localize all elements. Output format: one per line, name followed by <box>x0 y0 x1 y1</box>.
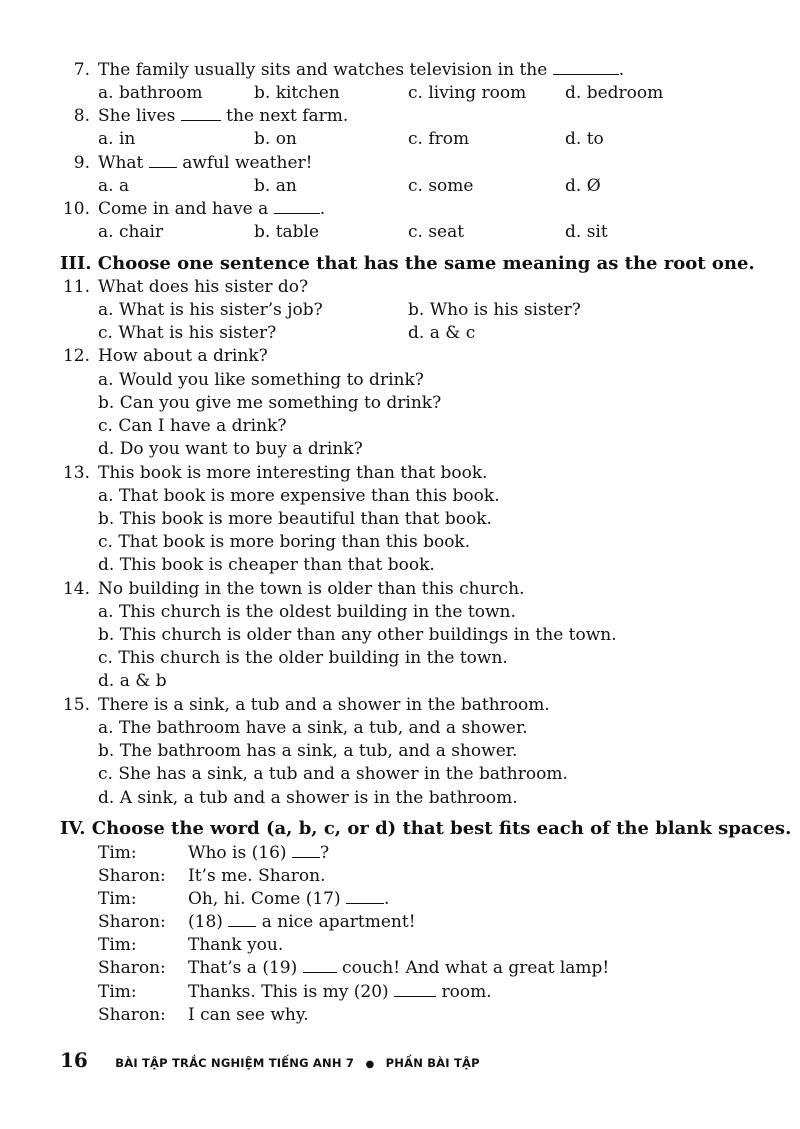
option-d: d. Ø <box>565 176 601 196</box>
question-text-end: . <box>319 199 326 219</box>
question-text: How about a drink? <box>98 346 268 366</box>
answer-blank <box>181 106 221 121</box>
question-text-end: awful weather! <box>182 153 313 173</box>
dialogue-line <box>0 911 800 934</box>
option-d: d. a & b <box>98 671 167 691</box>
answer-blank <box>149 153 177 168</box>
option-a: a. This church is the oldest building in the town. <box>98 602 516 622</box>
option-b: b. Can you give me something to drink? <box>98 393 442 413</box>
option-d: d. This book is cheaper than that book. <box>98 555 435 575</box>
option-b: b. The bathroom has a sink, a tub, and a shower. <box>98 741 518 761</box>
speaker-name: Tim: <box>98 843 137 863</box>
answer-blank <box>228 912 256 927</box>
option-c: c. some <box>408 176 474 196</box>
question-text: What <box>98 153 144 173</box>
dialogue-text: (18) <box>188 912 223 932</box>
speaker-name: Sharon: <box>98 866 166 886</box>
dialogue-text: Who is (16) <box>188 843 287 863</box>
speaker-name: Tim: <box>98 935 137 955</box>
dialogue-line <box>0 842 800 865</box>
option-b: b. table <box>254 222 320 242</box>
option-c: c. What is his sister? <box>98 323 277 343</box>
option-b: b. an <box>254 176 297 196</box>
question-text: She lives <box>98 106 176 126</box>
option-a: a. That book is more expensive than this book. <box>98 486 500 506</box>
answer-blank <box>292 843 320 858</box>
option-d: d. to <box>565 129 604 149</box>
options-11-row2 <box>0 322 800 345</box>
options-9 <box>0 175 800 198</box>
answer-blank <box>303 958 337 973</box>
question-number: 9. <box>73 153 90 173</box>
dialogue-text: It’s me. Sharon. <box>188 866 326 886</box>
question-number: 7. <box>73 60 90 80</box>
option-a: a. What is his sister’s job? <box>98 300 323 320</box>
question-number: 10. <box>62 199 90 219</box>
question-text: There is a sink, a tub and a shower in the bathroom. <box>98 695 550 715</box>
options-7 <box>0 82 800 105</box>
option-a: a. The bathroom have a sink, a tub, and a shower. <box>98 718 528 738</box>
question-text-end: the next farm. <box>226 106 349 126</box>
option-c: c. from <box>408 129 470 149</box>
dialogue-line <box>0 981 800 1004</box>
option-b: b. This church is older than any other buildings in the town. <box>98 625 617 645</box>
answer-blank <box>394 982 436 997</box>
option-d: d. a & c <box>408 323 476 343</box>
option-a: a. in <box>98 129 136 149</box>
question-text: Come in and have a <box>98 199 269 219</box>
speaker-name: Tim: <box>98 982 137 1002</box>
option-d: d. bedroom <box>565 83 664 103</box>
section-4-heading: IV. Choose the word (a, b, c, or d) that best fits each of the blank spaces. <box>60 818 792 839</box>
option-d: d. Do you want to buy a drink? <box>98 439 363 459</box>
section-3-heading: III. Choose one sentence that has the same meaning as the root one. <box>60 253 755 274</box>
speaker-name: Sharon: <box>98 1005 166 1025</box>
question-text: The family usually sits and watches television in the <box>98 60 548 80</box>
answer-blank <box>553 60 619 75</box>
answer-blank <box>274 199 320 214</box>
option-b: b. Who is his sister? <box>408 300 581 320</box>
dialogue-text-end: ? <box>319 843 330 863</box>
dialogue-text: That’s a (19) <box>188 958 298 978</box>
option-c: c. Can I have a drink? <box>98 416 287 436</box>
option-c: c. living room <box>408 83 527 103</box>
question-number: 13. <box>62 463 90 483</box>
option-c: c. She has a sink, a tub and a shower in the bathroom. <box>98 764 568 784</box>
question-number: 11. <box>62 277 90 297</box>
dialogue-line <box>0 957 800 980</box>
speaker-name: Sharon: <box>98 958 166 978</box>
question-text: What does his sister do? <box>98 277 309 297</box>
options-8 <box>0 128 800 151</box>
dialogue-line <box>0 865 800 888</box>
book-title: BÀI TẬP TRẮC NGHIỆM TIẾNG ANH 7 <box>115 1056 355 1070</box>
dialogue-text: Thank you. <box>188 935 284 955</box>
speaker-name: Sharon: <box>98 912 166 932</box>
bullet-icon: ● <box>365 1059 375 1070</box>
option-b: b. kitchen <box>254 83 340 103</box>
dialogue-text: I can see why. <box>188 1005 309 1025</box>
question-text-end: . <box>618 60 625 80</box>
dialogue-text: Oh, hi. Come (17) <box>188 889 341 909</box>
options-10 <box>0 221 800 244</box>
dialogue-text-end: room. <box>441 982 492 1002</box>
section-label: PHẦN BÀI TẬP <box>385 1056 480 1070</box>
page-number: 16 <box>60 1048 88 1072</box>
option-b: b. on <box>254 129 297 149</box>
dialogue-line <box>0 934 800 957</box>
question-number: 15. <box>62 695 90 715</box>
option-b: b. This book is more beautiful than that book. <box>98 509 492 529</box>
options-11-row1 <box>0 299 800 322</box>
option-a: a. bathroom <box>98 83 203 103</box>
speaker-name: Tim: <box>98 889 137 909</box>
option-a: a. chair <box>98 222 164 242</box>
question-text: This book is more interesting than that book. <box>98 463 488 483</box>
question-number: 14. <box>62 579 90 599</box>
dialogue-text-end: couch! And what a great lamp! <box>342 958 610 978</box>
dialogue-text-end: . <box>384 889 390 909</box>
option-d: d. A sink, a tub and a shower is in the bathroom. <box>98 788 518 808</box>
option-d: d. sit <box>565 222 608 242</box>
option-c: c. That book is more boring than this book. <box>98 532 471 552</box>
option-a: a. a <box>98 176 130 196</box>
option-a: a. Would you like something to drink? <box>98 370 424 390</box>
dialogue-line <box>0 888 800 911</box>
page-footer <box>60 1048 480 1072</box>
dialogue-text: Thanks. This is my (20) <box>188 982 389 1002</box>
dialogue-text-end: a nice apartment! <box>261 912 416 932</box>
question-number: 12. <box>62 346 90 366</box>
option-c: c. This church is the older building in the town. <box>98 648 508 668</box>
question-number: 8. <box>73 106 90 126</box>
answer-blank <box>346 889 384 904</box>
dialogue-line <box>0 1004 800 1027</box>
question-text: No building in the town is older than this church. <box>98 579 525 599</box>
option-c: c. seat <box>408 222 465 242</box>
